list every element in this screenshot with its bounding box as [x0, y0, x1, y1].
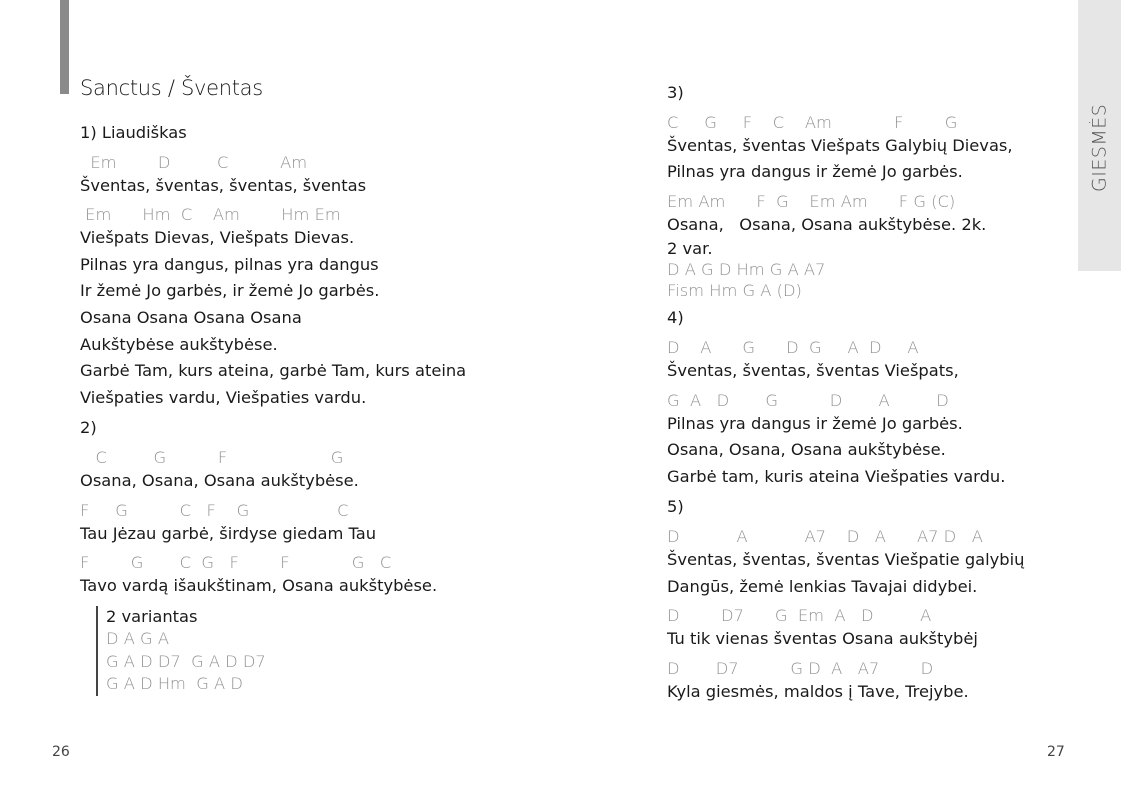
page-title: Sanctus / Šventas: [80, 76, 263, 100]
lyric-line: Kyla giesmės, maldos į Tave, Trejybe.: [667, 681, 969, 701]
variant-box: [96, 606, 540, 696]
chord-line: G A D G D A D: [667, 390, 949, 410]
lyric-line: Šventas, šventas, šventas Viešpatie galybių: [667, 549, 1025, 569]
lyric-line: Tau Jėzau garbė, širdyse giedam Tau: [80, 523, 377, 543]
lyric-line: Pilnas yra dangus ir žemė Jo garbės.: [667, 413, 963, 433]
lyric-line: Osana, Osana, Osana aukštybėse.: [667, 440, 946, 460]
lyric-line: Pilnas yra dangus, pilnas yra dangus: [80, 254, 379, 274]
verse-heading: 1) Liaudiškas: [80, 123, 187, 142]
chord-line: D A A7 D A A7 D A: [667, 526, 983, 546]
chord-line: D A G D G A D A: [667, 337, 919, 357]
verse-heading: 2): [80, 418, 97, 438]
lyric-line: Dangūs, žemė lenkias Tavajai didybei.: [667, 576, 978, 596]
verse-heading: 3): [667, 83, 684, 102]
page-number-left: 26: [52, 744, 70, 760]
verse-heading: 4): [667, 308, 684, 328]
right-page: [560, 0, 1121, 801]
lyric-line: Šventas, šventas Viešpats Galybių Dievas,: [667, 135, 1013, 155]
verse-heading: 5): [667, 497, 684, 517]
lyric-line: Tu tik vienas šventas Osana aukštybėj: [667, 629, 978, 649]
lyric-line: Ir žemė Jo garbės, ir žemė Jo garbės.: [80, 281, 380, 301]
left-column: [80, 120, 540, 696]
variant-box-chord-line: G A D D7 G A D D7: [106, 651, 266, 671]
section-tab: [1078, 0, 1121, 271]
lyric-line: Garbė tam, kuris ateina Viešpaties vardu.: [667, 466, 1006, 486]
variant-box-chord-line: D A G A: [106, 629, 169, 649]
right-column: [667, 80, 1067, 705]
lyric-line: Osana Osana Osana Osana: [80, 307, 302, 327]
chord-line: F G C G F F G C: [80, 553, 392, 573]
lyric-line: Šventas, šventas, šventas, šventas: [80, 175, 367, 195]
section-tab-label: GIESMĖS: [1088, 103, 1111, 192]
lyric-line: Osana, Osana, Osana aukštybėse. 2k.: [667, 214, 987, 234]
lyric-line: Šventas, šventas, šventas Viešpats,: [667, 360, 959, 380]
lyric-line: Osana, Osana, Osana aukštybėse.: [80, 470, 359, 490]
lyric-line: Pilnas yra dangus ir žemė Jo garbės.: [667, 162, 963, 182]
variant-box-label: 2 variantas: [106, 606, 198, 626]
variant-chord-line: Fism Hm G A (D): [667, 281, 802, 301]
variant-label: 2 var.: [667, 239, 713, 259]
variant-box-chord-line: G A D Hm G A D: [106, 674, 243, 694]
chord-line: C G F C Am F G: [667, 112, 958, 132]
page-number-right: 27: [1047, 744, 1065, 760]
chord-line: F G C F G C: [80, 500, 349, 520]
lyric-line: Viešpats Dievas, Viešpats Dievas.: [80, 228, 355, 248]
lyric-line: Viešpaties vardu, Viešpaties vardu.: [80, 387, 367, 407]
chord-line: Em Hm C Am Hm Em: [80, 205, 341, 225]
title-accent-bar: [60, 0, 69, 94]
chord-line: D D7 G Em A D A: [667, 606, 932, 626]
lyric-line: Garbė Tam, kurs ateina, garbė Tam, kurs ateina: [80, 361, 467, 381]
chord-line: D D7 G D A A7 D: [667, 658, 934, 678]
chord-line: Em D C Am: [80, 152, 308, 172]
chord-line: Em Am F G Em Am F G (C): [667, 191, 956, 211]
left-page: [0, 0, 560, 801]
chord-line: C G F G: [80, 447, 344, 467]
lyric-line: Tavo vardą išaukštinam, Osana aukštybėse.: [80, 576, 438, 596]
lyric-line: Aukštybėse aukštybėse.: [80, 334, 278, 354]
variant-chord-line: D A G D Hm G A A7: [667, 260, 826, 280]
